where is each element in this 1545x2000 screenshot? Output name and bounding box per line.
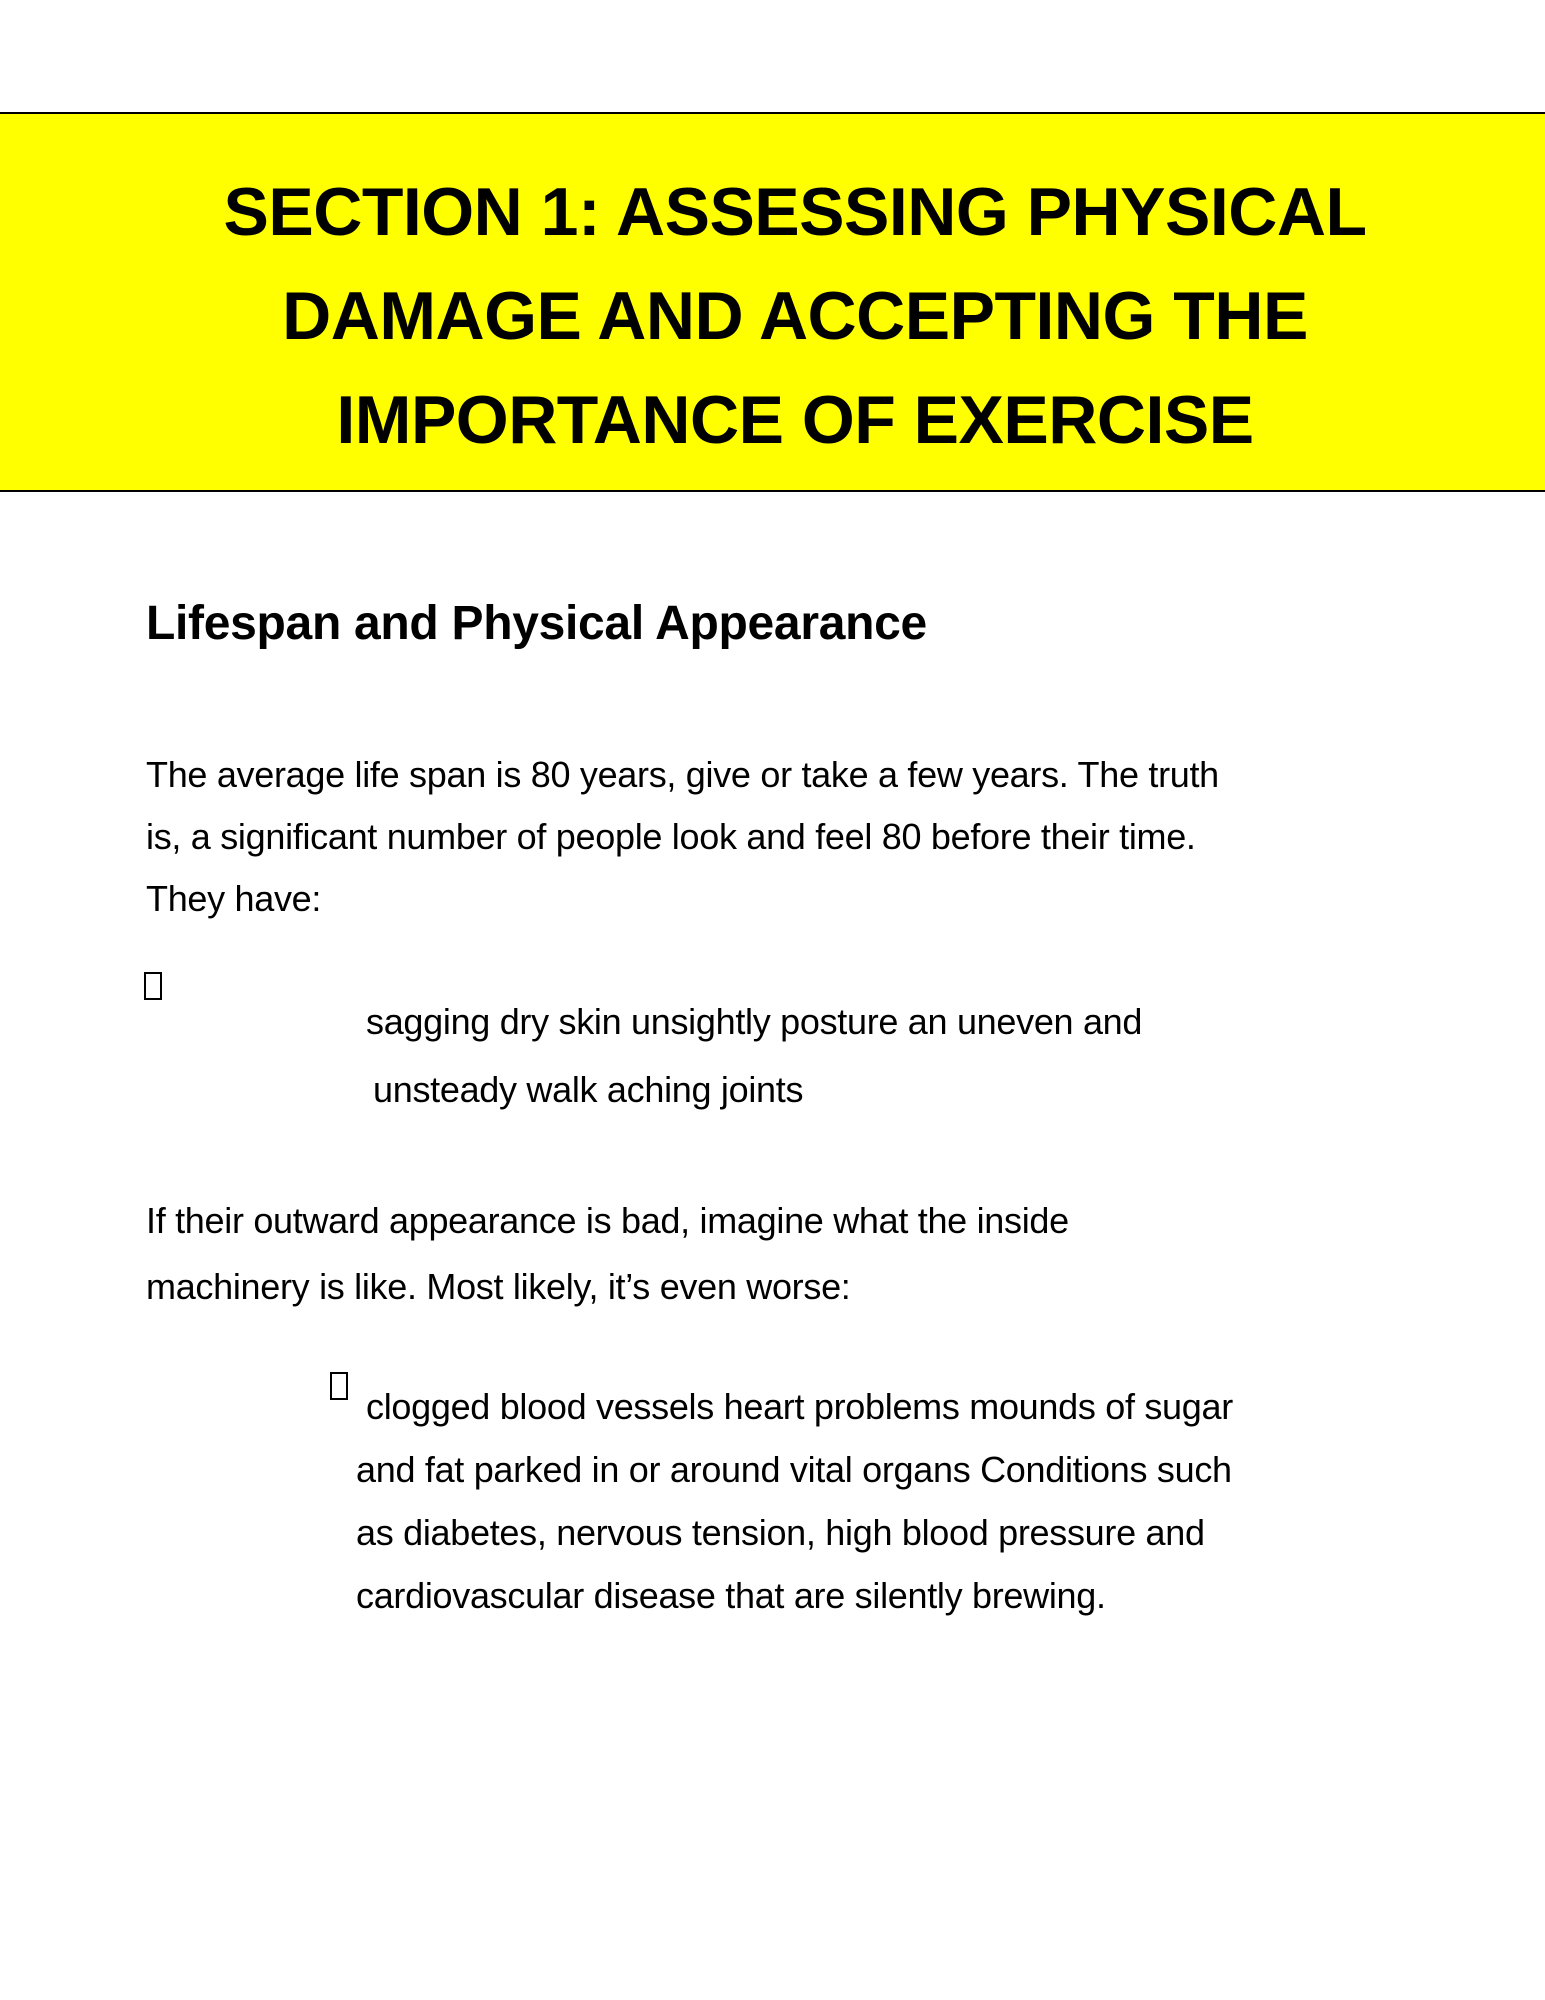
list-line: as diabetes, nervous tension, high blood pressure and: [356, 1512, 1205, 1553]
paragraph-intro: [146, 744, 1219, 930]
list-item-conditions: [356, 1375, 1233, 1627]
paragraph-line: They have:: [146, 878, 322, 919]
list-line: clogged blood vessels heart problems mounds of sugar: [366, 1386, 1233, 1427]
list-item: unsteady walk aching joints: [373, 1069, 804, 1110]
missing-glyph-box-icon: [330, 1372, 348, 1400]
paragraph-line: If their outward appearance is bad, imagine what the inside: [146, 1200, 1069, 1241]
list-line: and fat parked in or around vital organs Conditions such: [356, 1449, 1232, 1490]
paragraph-line: machinery is like. Most likely, it’s even worse:: [146, 1266, 851, 1307]
section-title-line: IMPORTANCE OF EXERCISE: [336, 382, 1254, 458]
paragraph-line: is, a significant number of people look and feel 80 before their time.: [146, 816, 1196, 857]
missing-glyph-box-icon: [144, 972, 162, 1000]
list-item: sagging dry skin unsightly posture an uneven and: [366, 1001, 1143, 1042]
section-title-line: SECTION 1: ASSESSING PHYSICAL: [223, 174, 1367, 250]
section-title: [150, 160, 1440, 472]
section-title-line: DAMAGE AND ACCEPTING THE: [282, 278, 1308, 354]
paragraph-appearance: [146, 1188, 1069, 1320]
subheading: Lifespan and Physical Appearance: [146, 597, 927, 650]
paragraph-line: The average life span is 80 years, give or take a few years. The truth: [146, 754, 1219, 795]
list-line: cardiovascular disease that are silently brewing.: [356, 1575, 1106, 1616]
